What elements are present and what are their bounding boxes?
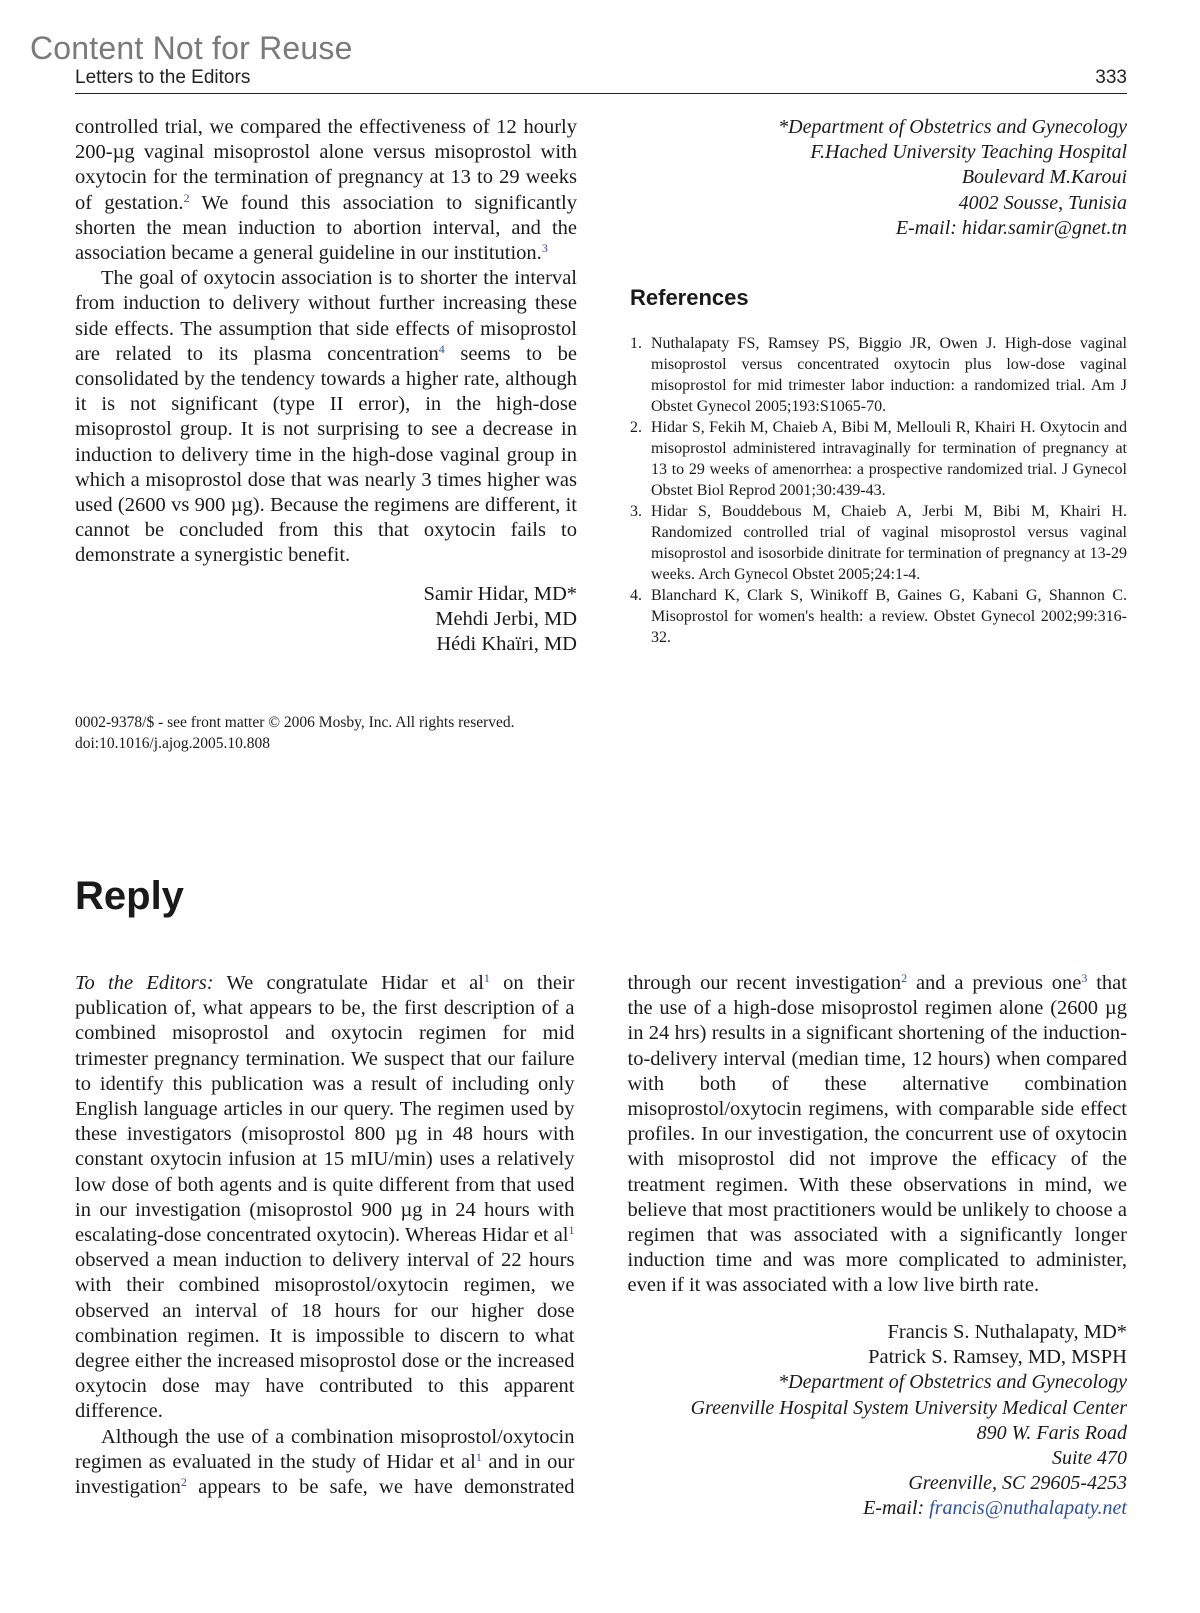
reply-paragraph-2: Although the use of a combination misoprostol/oxytocin regimen as evaluated in the study of Hidar et $al^1$ and in our investigation$^2$ appears to be safe, we have demonstrated through our recent investigation$^2$ and a previous one$^3$ that the use of a high-dose misoprostol regimen alone (2600 µg in 24 hrs) results in a significant shortening of the induction-to-delivery interval (median time, 12 hours) when compared with both of these alternative combination misoprostol/oxytocin regimens, with comparable side effect profiles. In our investigation, the concurrent use of oxytocin with misoprostol did not improve the efficacy of the treatment regimen. With these observations in mind, we believe that most practitioners would be unlikely to choose a regimen that was associated with a significantly longer induction time and was more complicated to administer, even if it was associated with a low live birth rate. — [75, 971, 1127, 1499]
reply-signature-block — [630, 1320, 1127, 1522]
running-head — [75, 65, 1127, 94]
letter-paragraph-2: The goal of oxytocin association is to shorter the interval from induction to delivery without further increasing these side effects. The assumption that side effects of misoprostol are related to its plasma concentration$^4$ seems to be consolidated by the tendency towards a higher rate, although it is not significant (type II error), in the high-dose misoprostol group. It is not surprising to see a decrease in induction to delivery time in the high-dose vaginal group in which a misoprostol dose that was nearly 3 times higher was used (2600 vs 900 µg). Because the regimens are different, it cannot be concluded from this that oxytocin fails to demonstrate a synergistic benefit. — [75, 267, 577, 567]
doi: doi:10.1016/j.ajog.2005.10.808 — [75, 735, 271, 752]
citation-ref[interactable]: 3 — [1081, 971, 1088, 985]
author-name: Patrick S. Ramsey, MD, MSPH — [868, 1346, 1127, 1369]
references-heading: References — [630, 285, 749, 310]
author-name: Francis S. Nuthalapaty, MD* — [887, 1321, 1127, 1343]
reply-signature — [630, 1320, 1127, 1370]
author-email: E-mail: hidar.samir@gnet.tn — [895, 216, 1127, 239]
citation-ref[interactable]: 2 — [901, 971, 908, 985]
reference-item: 1. Nuthalapaty FS, Ramsey PS, Biggio JR, Owen J. High-dose vaginal misoprostol versus concentrated oxytocin plus low-dose vaginal misoprostol for mid trimester labor induction: a randomized trial. Am J Obstet Gynecol 2005;193:S1065-70. — [630, 335, 1127, 415]
page-number: 333 — [1095, 67, 1127, 88]
letter-signature — [75, 582, 577, 658]
reply-email-line: E-mail: francis@nuthalapaty.net — [863, 1497, 1127, 1520]
reference-item: 4. Blanchard K, Clark S, Winikoff B, Gaines G, Kabani G, Shannon C. Misoprostol for women's health: a review. Obstet Gynecol 2002;99:316-32. — [630, 587, 1127, 646]
citation-ref[interactable]: 2 — [180, 1475, 187, 1490]
author-name: Hédi Khaïri, MD — [436, 633, 577, 656]
watermark-text: Content Not for Reuse — [30, 30, 353, 66]
reference-list — [630, 333, 1127, 648]
journal-section-title: Letters to the Editors — [75, 67, 251, 88]
reply-affiliation: *Department of Obstetrics and Gynecology Greenville Hospital System University Medical Center 890 W. Faris Road Suite 470 Greenville, SC 29605-4253 E-mail: francis@nuthalapaty.net — [630, 1370, 1127, 1521]
letter-paragraph-1: controlled trial, we compared the effectiveness of 12 hourly 200-µg vaginal misoprostol alone versus misoprostol with oxytocin for the termination of pregnancy at 13 to 29 weeks of gestation.$^2$ We found this association to significantly shorten the mean induction to abortion interval, and the association became a general guideline in our institution.$^3$ — [75, 116, 577, 265]
citation-ref[interactable]: 2 — [183, 190, 190, 205]
citation-ref[interactable]: 1 — [483, 971, 490, 985]
citation-ref[interactable]: 1 — [475, 1449, 482, 1464]
reference-item: 3. Hidar S, Bouddebous M, Chaieb A, Jerbi M, Bibi M, Khairi H. Randomized controlled trial of vaginal misoprostol versus vaginal misoprostol and isosorbide dinitrate for termination of pregnancy at 13-29 weeks. Arch Gynecol Obstet 2005;24:1-4. — [630, 503, 1127, 583]
email-link[interactable]: francis@nuthalapaty.net — [929, 1497, 1127, 1520]
salutation: To the Editors: — [75, 972, 214, 994]
citation-ref[interactable]: 3 — [541, 241, 548, 256]
reference-item: 2. Hidar S, Fekih M, Chaieb A, Bibi M, Mellouli R, Khairi H. Oxytocin and misoprostol administered intravaginally for termination of pregnancy at 13 to 29 weeks of amenorrhea: a prospective randomized trial. J Gynecol Obstet Biol Reprod 2001;30:439-43. — [630, 419, 1127, 499]
copyright-notice: 0002-9378/$ - see front matter © 2006 Mosby, Inc. All rights reserved. doi:10.1016/j.ajog.2005.10.808 — [75, 712, 595, 754]
citation-ref[interactable]: 4 — [438, 341, 445, 356]
letter-affiliation: *Department of Obstetrics and Gynecology F.Hached University Teaching Hospital Boulevard M.Karoui 4002 Sousse, Tunisia E-mail: hidar.samir@gnet.tn — [630, 115, 1127, 241]
citation-ref[interactable]: 1 — [568, 1223, 575, 1238]
reply-paragraph-1: To the Editors: We congratulate Hidar et $al^1$ on their publication of, what appears to be, the first description of a combined misoprostol and oxytocin regimen for mid trimester pregnancy termination. We suspect that our failure to identify this publication was a result of including only English language articles in our query. The regimen used by these investigators (misoprostol 800 µg in 48 hours with constant oxytocin infusion at 15 mIU/min) uses a relatively low dose of both agents and is quite different from that used in our investigation (misoprostol 900 µg in 24 hours with escalating-dose concentrated oxytocin). Whereas Hidar et $al^1$ observed a mean induction to delivery interval of 22 hours with their combined misoprostol/oxytocin regimen, we observed an interval of 18 hours for our higher dose combination regimen. It is impossible to discern to what degree either the increased misoprostol dose or the increased oxytocin dose may have contributed to this apparent difference. — [75, 971, 575, 1423]
author-name: Samir Hidar, MD* — [423, 582, 577, 605]
reply-heading: Reply — [75, 874, 184, 918]
author-name: Mehdi Jerbi, MD — [435, 607, 577, 630]
letter-body — [75, 115, 577, 657]
